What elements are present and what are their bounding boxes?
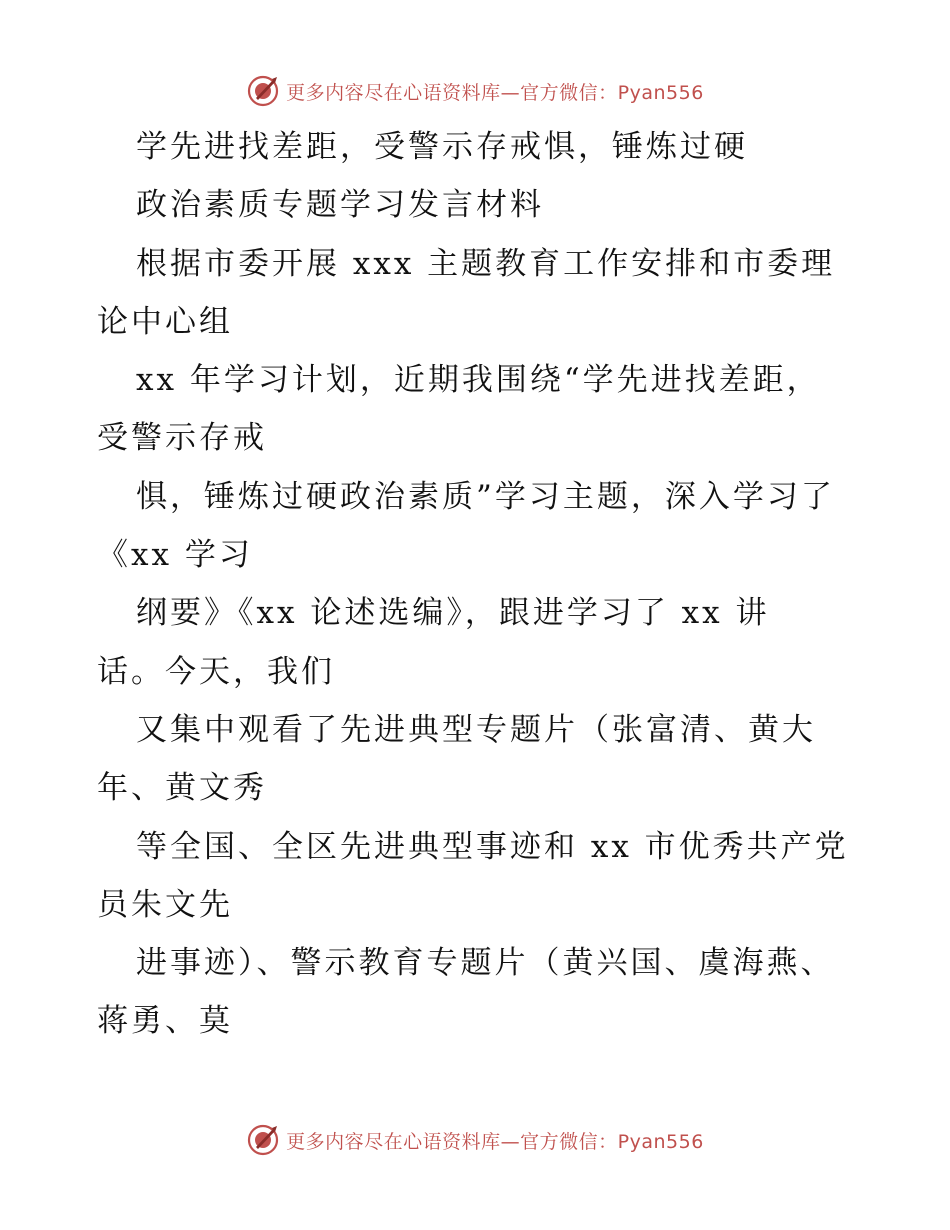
watermark-text: 更多内容尽在心语资料库—官方微信：Pyan556	[286, 1130, 704, 1153]
text-line: 《xx 学习	[97, 537, 253, 574]
text-line: 惧，锤炼过硬政治素质”学习主题，深入学习了	[136, 478, 835, 515]
text-line: 员朱文先	[97, 886, 233, 923]
text-line: 进事迹）、警示教育专题片（黄兴国、虞海燕、	[136, 945, 835, 982]
text-line: 等全国、全区先进典型事迹和 xx 市优秀共产党	[136, 828, 849, 865]
text-line: 学先进找差距，受警示存戒惧，锤炼过硬	[136, 129, 748, 165]
text-line: 话。今天，我们	[97, 653, 335, 690]
text-line: 根据市委开展 xxx 主题教育工作安排和市委理	[136, 245, 836, 282]
text-line: 纲要》《xx 论述选编》，跟进学习了 xx 讲	[136, 595, 770, 632]
text-line: 受警示存戒	[97, 420, 267, 457]
text-line: 又集中观看了先进典型专题片（张富清、黄大	[136, 711, 816, 748]
text-line: 政治素质专题学习发言材料	[136, 187, 544, 224]
watermark-text: 更多内容尽在心语资料库—官方微信：Pyan556	[286, 81, 704, 104]
footer-watermark	[0, 1120, 950, 1160]
text-line: 蒋勇、莫	[97, 1003, 233, 1040]
text-line: 论中心组	[97, 303, 233, 340]
document-body	[97, 118, 867, 1051]
text-line: xx 年学习计划，近期我围绕“学先进找差距，	[136, 362, 821, 399]
quill-seal-icon	[246, 74, 280, 108]
text-line: 年、黄文秀	[97, 770, 267, 807]
quill-seal-icon	[246, 1123, 280, 1157]
header-watermark	[0, 71, 950, 111]
